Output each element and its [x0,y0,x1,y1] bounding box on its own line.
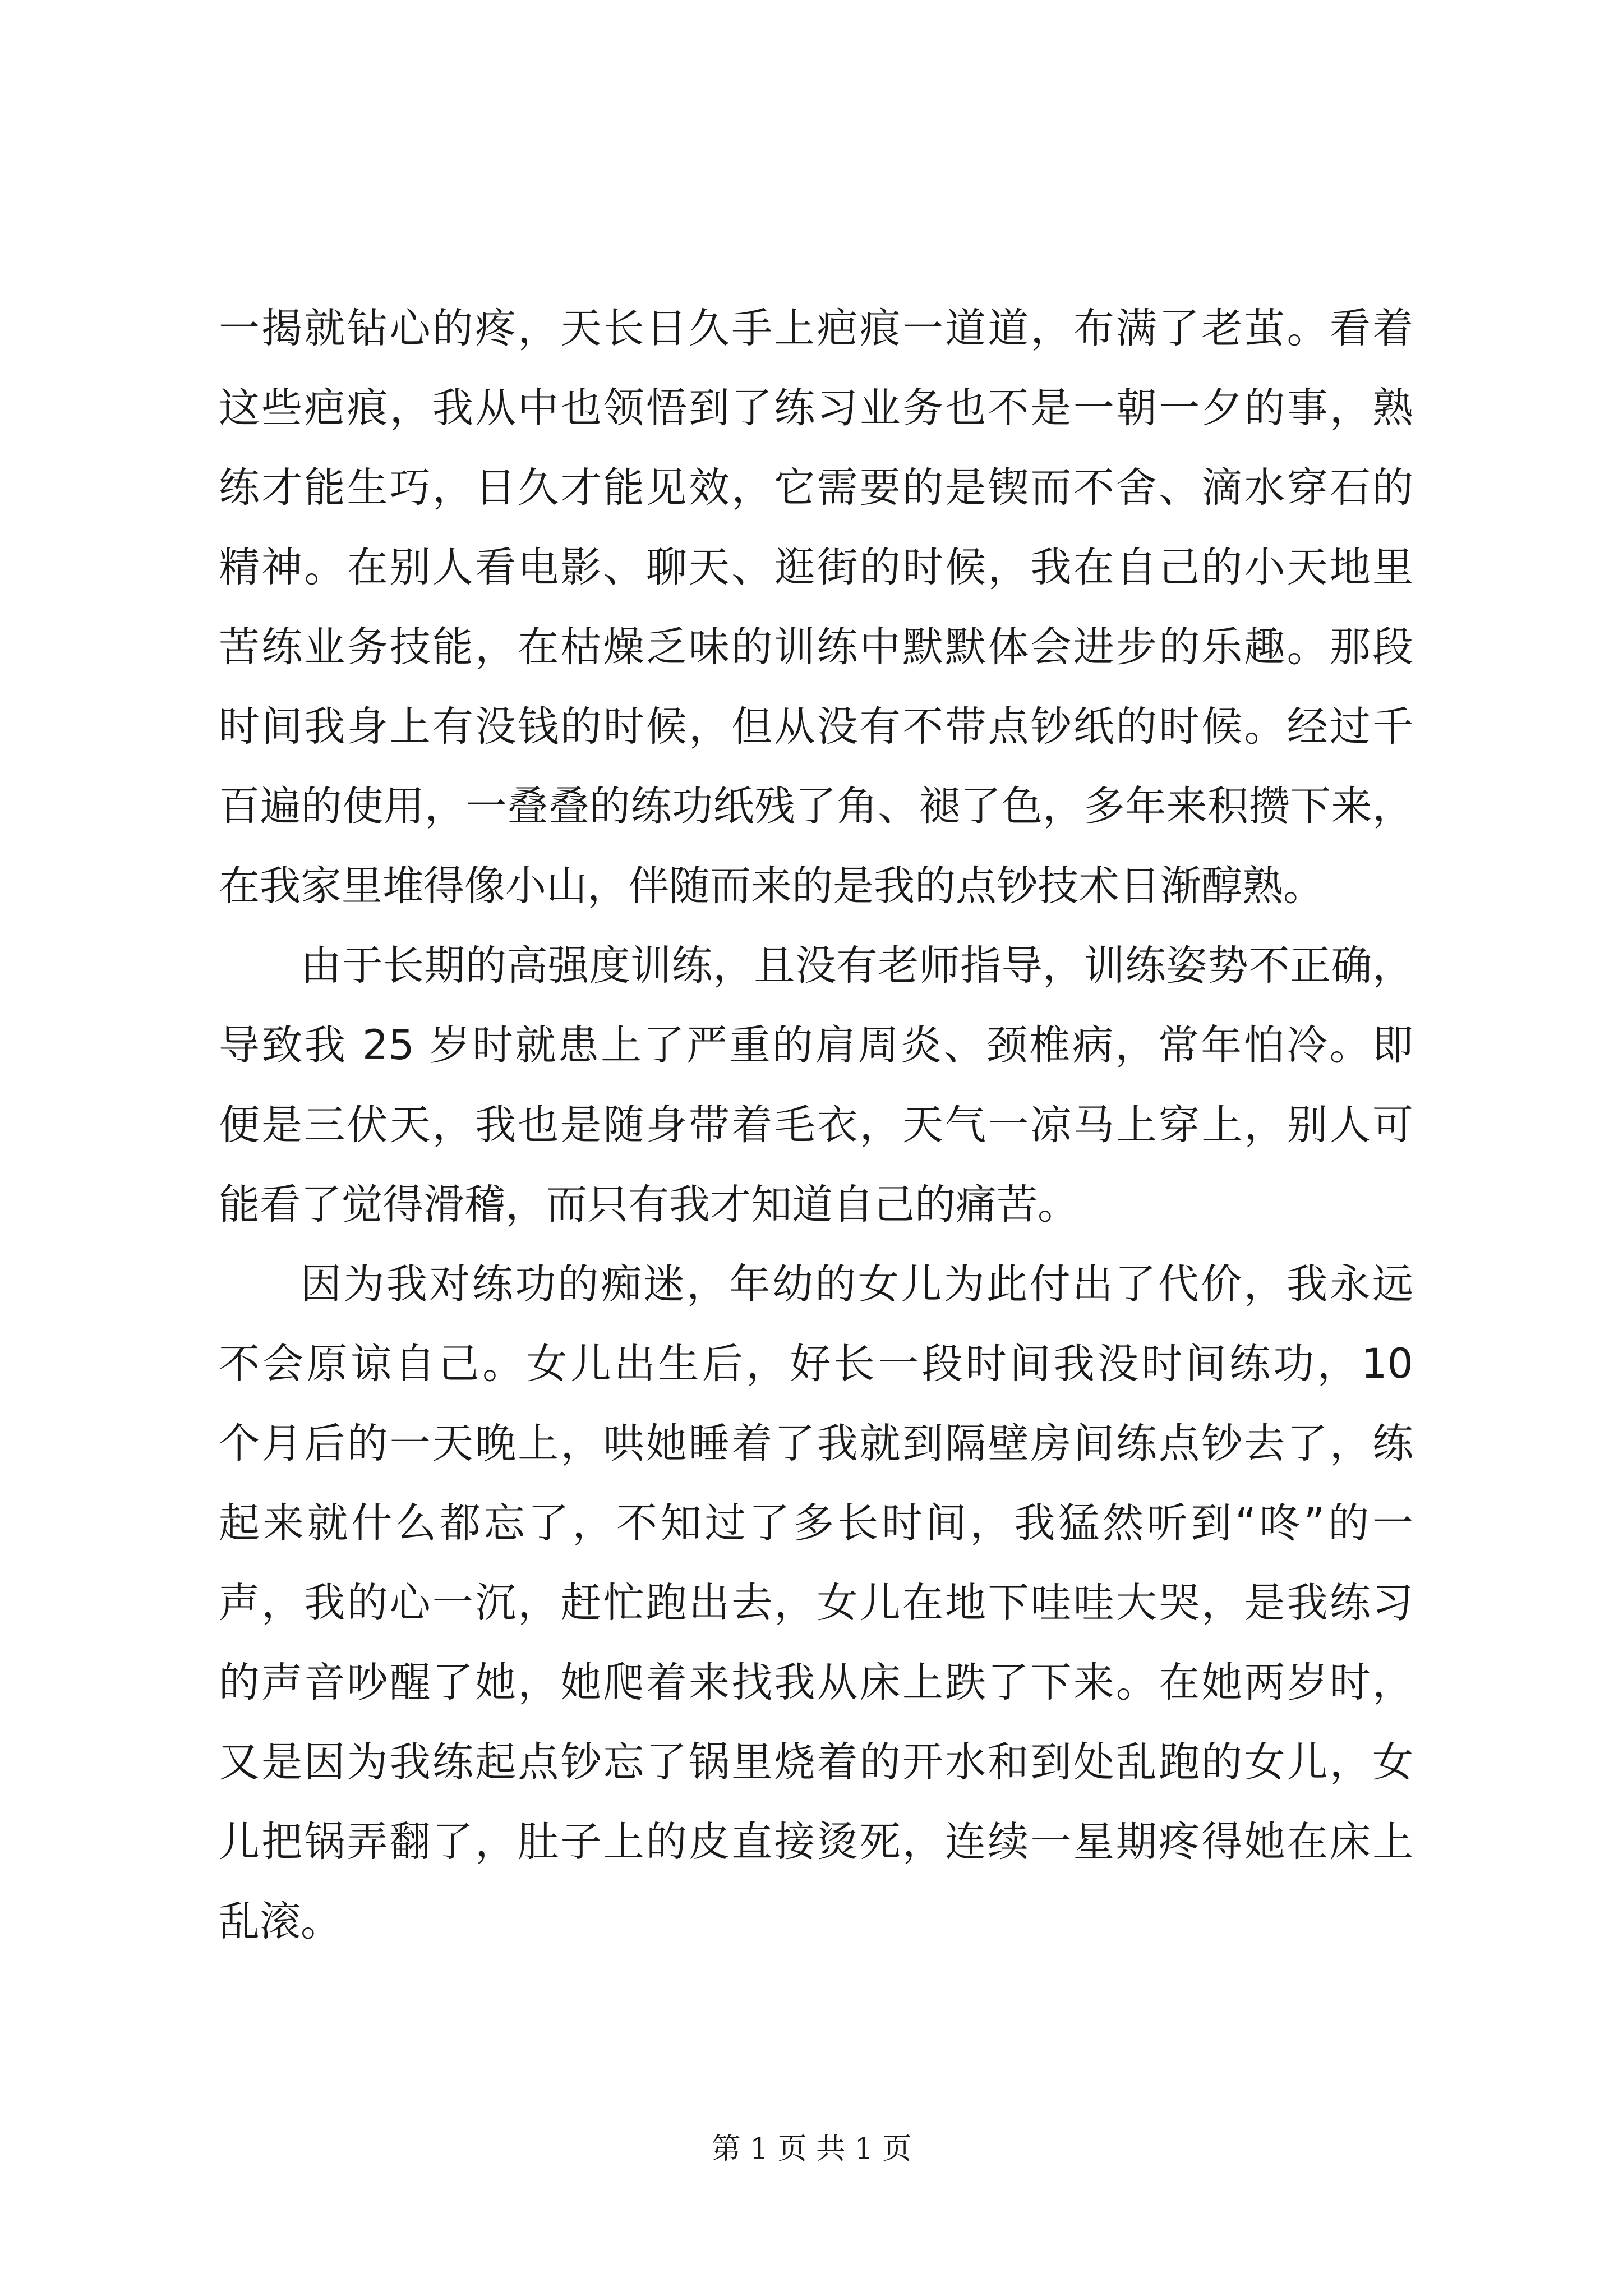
text-line: 导致我 25 岁时就患上了严重的肩周炎、颈椎病，常年怕冷。即 [219,1022,1413,1069]
text-line: 不会原谅自己。女儿出生后，好长一段时间我没时间练功，10 [219,1340,1413,1388]
text-line: 能看了觉得滑稽，而只有我才知道自己的痛苦。 [219,1181,1078,1228]
text-line: 在我家里堆得像小山，伴随而来的是我的点钞技术日渐醇熟。 [219,862,1324,910]
text-line: 便是三伏天，我也是随身带着毛衣，天气一凉马上穿上，别人可 [219,1101,1413,1149]
text-line: 的声音吵醒了她，她爬着来找我从床上跌了下来。在她两岁时， [219,1659,1413,1706]
paragraph-first-line: 因为我对练功的痴迷，年幼的女儿为此付出了代价，我永远 [301,1260,1413,1308]
text-line: 练才能生巧，日久才能见效，它需要的是锲而不舍、滴水穿石的 [219,464,1413,512]
body-text [219,289,1413,1962]
text-line: 起来就什么都忘了，不知过了多长时间，我猛然听到“咚”的一 [219,1499,1413,1547]
text-line: 苦练业务技能，在枯燥乏味的训练中默默体会进步的乐趣。那段 [219,623,1413,671]
text-line: 儿把锅弄翻了，肚子上的皮直接烫死，连续一星期疼得她在床上 [219,1818,1413,1866]
text-line: 声，我的心一沉，赶忙跑出去，女儿在地下哇哇大哭，是我练习 [219,1579,1413,1627]
paragraph-first-line: 由于长期的高强度训练，且没有老师指导，训练姿势不正确， [301,942,1413,990]
text-line: 又是因为我练起点钞忘了锅里烧着的开水和到处乱跑的女儿，女 [219,1738,1413,1786]
text-line: 百遍的使用，一叠叠的练功纸残了角、褪了色，多年来积攒下来， [219,783,1413,830]
text-line: 乱滚。 [219,1898,342,1945]
text-line: 一揭就钻心的疼，天长日久手上疤痕一道道，布满了老茧。看着 [219,305,1413,352]
text-line: 时间我身上有没钱的时候，但从没有不带点钞纸的时候。经过千 [219,703,1413,751]
text-line: 精神。在别人看电影、聊天、逛街的时候，我在自己的小天地里 [219,544,1413,591]
text-line: 这些疤痕，我从中也领悟到了练习业务也不是一朝一夕的事，熟 [219,384,1413,432]
text-line: 个月后的一天晚上，哄她睡着了我就到隔壁房间练点钞去了，练 [219,1420,1413,1467]
page-number-footer: 第 1 页 共 1 页 [711,2132,912,2166]
